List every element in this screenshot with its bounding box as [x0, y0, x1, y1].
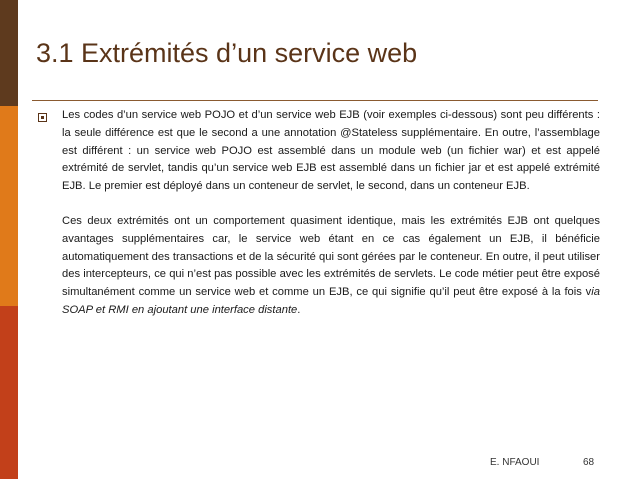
paragraph-1: Les codes d’un service web POJO et d’un service web EJB (voir exemples ci-dessous) sont peu différents : la seule différence est que le second a une annotation @Stateless supplémentaire. En outre, l’assemblage est différent : un service web POJO est assemblé dans un module web (un fichier war) et est appelé extrémité de servlet, tandis qu’un service web EJB est assemblé dans un fichier jar et est appelé extrémité EJB. Le premier est déployé dans un conteneur de servlet, le second, dans un conteneur EJB. — [62, 109, 600, 193]
decorative-sidebar — [0, 0, 18, 479]
square-bullet-icon — [38, 113, 47, 122]
sidebar-band-top — [0, 0, 18, 106]
paragraph-2-end: . — [297, 303, 301, 316]
paragraph-2 — [62, 213, 600, 320]
slide-title: 3.1 Extrémités d’un service web — [36, 38, 418, 68]
sidebar-band-middle — [0, 106, 18, 306]
paragraph-2-italic: ia SOAP et RMI en ajoutant une interface distante — [62, 286, 600, 316]
footer-author: E. NFAOUI — [490, 457, 540, 468]
title-underline — [32, 100, 598, 101]
sidebar-band-bottom — [0, 306, 18, 479]
paragraph-2-text: Ces deux extrémités ont un comportement quasiment identique, mais les extrémités EJB ont quelques avantages supplémentaires car, le service web étant en ce cas également un EJB, il bénéficie automatiquement des transactions et de la sécurité qui sont gérées par le conteneur. En outre, il peut utiliser des intercepteurs, ce qui n’est pas possible avec les extrémités de servlets. Le code métier peut être exposé simultanément comme un service web et comme un EJB, ce qui signifie qu’il peut être exposé à la fois v — [62, 214, 600, 299]
slide-body — [62, 107, 600, 337]
page-number: 68 — [583, 457, 595, 468]
